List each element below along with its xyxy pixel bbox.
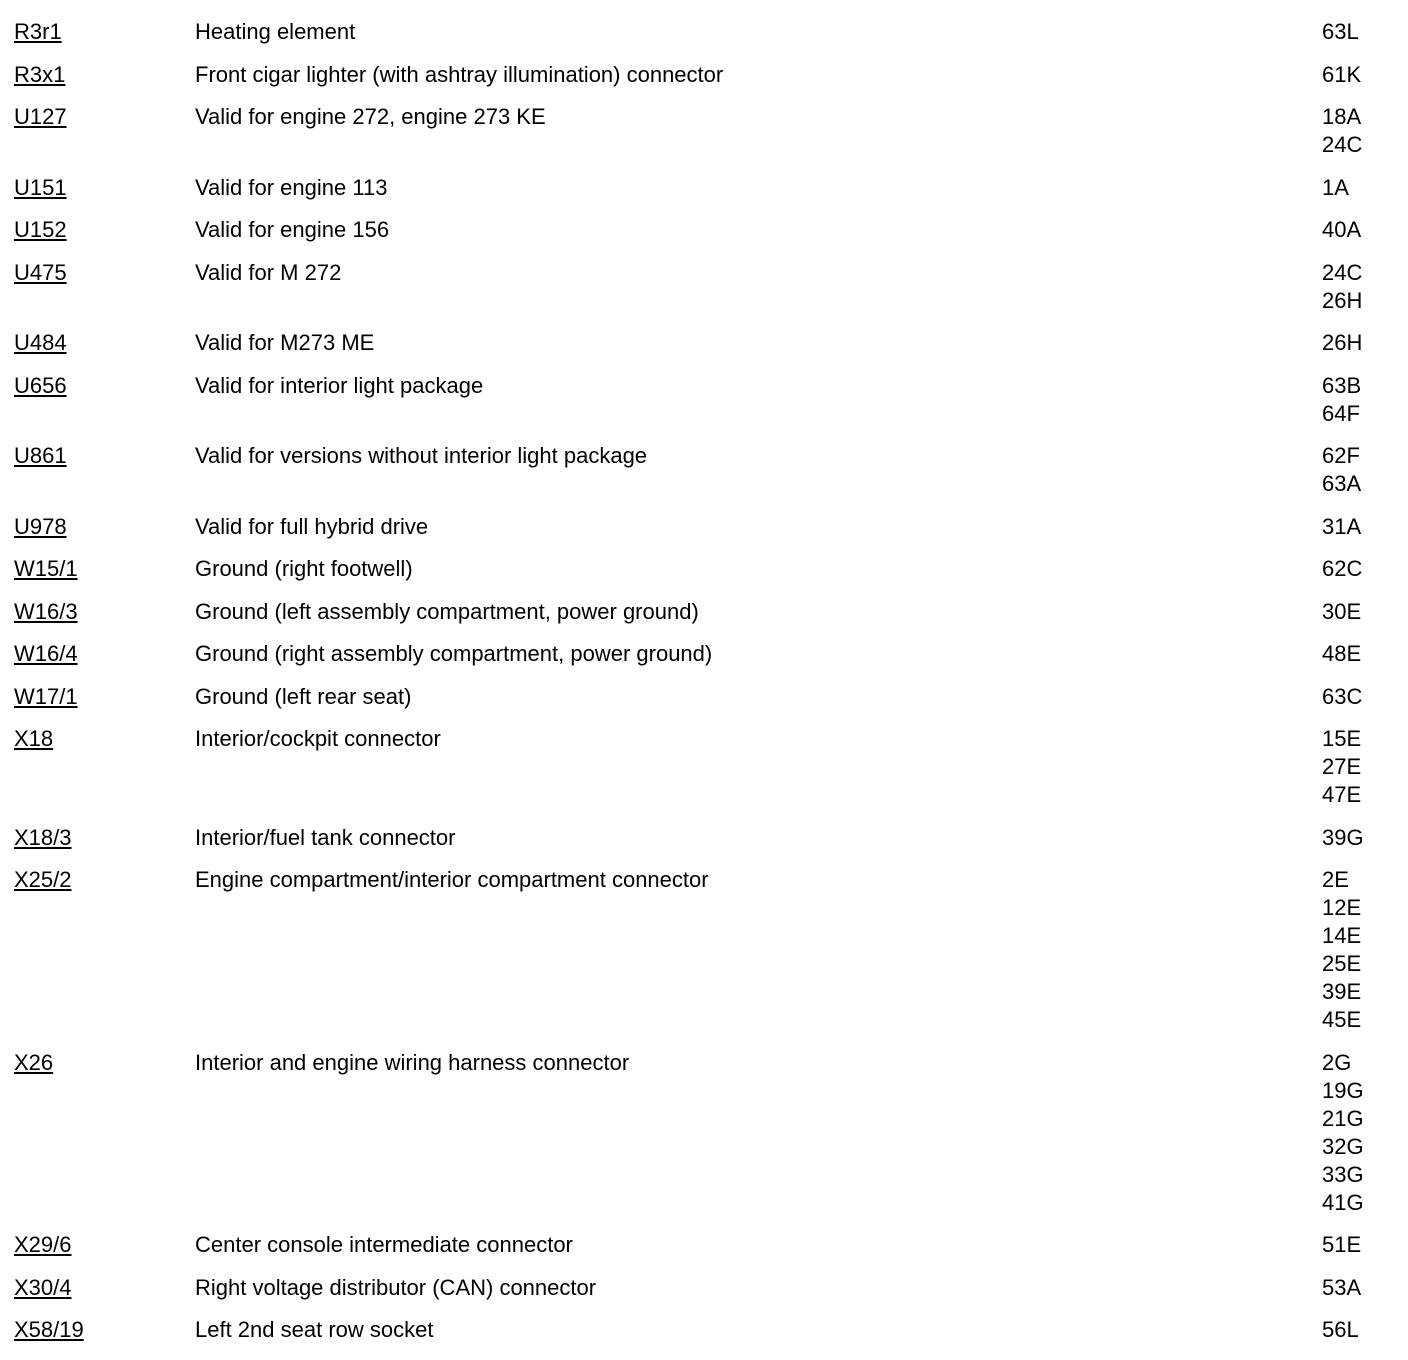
legend-row <box>0 18 1408 46</box>
legend-row <box>0 329 1408 357</box>
grid-reference: 62C <box>1322 556 1363 581</box>
legend-row <box>0 1231 1408 1259</box>
component-code-link[interactable]: R3x1 <box>14 61 66 87</box>
component-code-link[interactable]: U978 <box>14 513 67 539</box>
grid-reference: 25E <box>1322 951 1362 976</box>
component-code-link[interactable]: U475 <box>14 259 67 285</box>
component-code-cell <box>0 1274 195 1302</box>
legend-row <box>0 259 1408 315</box>
grid-reference: 51E <box>1322 1232 1362 1257</box>
component-code-link[interactable]: X18 <box>14 726 54 751</box>
legend-row <box>0 1049 1408 1217</box>
grid-reference: 31A <box>1322 513 1362 539</box>
grid-reference: 64F <box>1322 400 1360 426</box>
component-description: Valid for engine 272, engine 273 KE <box>195 104 546 129</box>
grid-reference-list <box>1322 174 1408 202</box>
grid-reference-list <box>1322 1049 1408 1217</box>
grid-reference: 63C <box>1322 683 1363 709</box>
grid-reference: 62F <box>1322 443 1360 468</box>
component-description: Interior/fuel tank connector <box>195 824 456 850</box>
grid-reference: 15E <box>1322 726 1362 751</box>
component-code-link[interactable]: W16/3 <box>14 598 78 624</box>
grid-reference: 1A <box>1322 174 1349 200</box>
component-code-cell <box>0 640 195 668</box>
component-code-link[interactable]: U151 <box>14 174 67 200</box>
component-code-link[interactable]: W17/1 <box>14 683 78 709</box>
grid-reference: 39E <box>1322 979 1362 1004</box>
grid-reference-list <box>1322 598 1408 626</box>
component-code-link[interactable]: X29/6 <box>14 1232 72 1257</box>
legend-row <box>0 61 1408 89</box>
grid-reference-list <box>1322 683 1408 711</box>
component-code-cell <box>0 216 195 244</box>
component-code-link[interactable]: R3r1 <box>14 19 62 44</box>
grid-reference: 63A <box>1322 471 1362 496</box>
component-code-link[interactable]: W15/1 <box>14 556 78 581</box>
component-code-cell <box>0 555 195 583</box>
legend-row <box>0 1274 1408 1302</box>
component-description: Ground (right assembly compartment, power ground) <box>195 641 713 666</box>
component-description: Engine compartment/interior compartment connector <box>195 867 709 892</box>
grid-reference: 18A <box>1322 104 1362 129</box>
legend-row <box>0 513 1408 541</box>
grid-reference: 53A <box>1322 1274 1362 1300</box>
component-description: Valid for versions without interior light package <box>195 443 648 468</box>
component-code-cell <box>0 683 195 711</box>
grid-reference: 39G <box>1322 824 1364 850</box>
component-description: Center console intermediate connector <box>195 1232 573 1257</box>
component-code-link[interactable]: W16/4 <box>14 641 78 666</box>
legend-row <box>0 555 1408 583</box>
component-code-link[interactable]: X30/4 <box>14 1274 72 1300</box>
grid-reference: 24C <box>1322 132 1363 157</box>
component-code-cell <box>0 1231 195 1259</box>
component-code-cell <box>0 1316 195 1344</box>
component-code-link[interactable]: U484 <box>14 330 67 355</box>
component-code-link[interactable]: X25/2 <box>14 867 72 892</box>
grid-reference: 14E <box>1322 923 1362 948</box>
component-code-link[interactable]: U656 <box>14 372 67 398</box>
grid-reference-list <box>1322 555 1408 583</box>
component-code-cell <box>0 259 195 287</box>
component-code-cell <box>0 442 195 470</box>
legend-row <box>0 216 1408 244</box>
component-description: Valid for engine 156 <box>195 217 390 242</box>
grid-reference: 30E <box>1322 598 1362 624</box>
grid-reference-list <box>1322 866 1408 1034</box>
grid-reference-list <box>1322 103 1408 159</box>
component-description: Interior and engine wiring harness connector <box>195 1049 630 1075</box>
grid-reference: 45E <box>1322 1007 1362 1032</box>
component-code-cell <box>0 103 195 131</box>
component-description: Front cigar lighter (with ashtray illumination) connector <box>195 61 724 87</box>
component-code-cell <box>0 61 195 89</box>
grid-reference-list <box>1322 329 1408 357</box>
component-description: Ground (right footwell) <box>195 556 413 581</box>
legend-row <box>0 1316 1408 1344</box>
component-description: Ground (left assembly compartment, power ground) <box>195 598 699 624</box>
component-code-cell <box>0 598 195 626</box>
grid-reference-list <box>1322 216 1408 244</box>
grid-reference: 48E <box>1322 641 1362 666</box>
component-code-link[interactable]: X26 <box>14 1049 54 1075</box>
grid-reference: 26H <box>1322 330 1363 355</box>
grid-reference-list <box>1322 1231 1408 1259</box>
grid-reference-list <box>1322 725 1408 809</box>
grid-reference: 63B <box>1322 372 1362 398</box>
component-code-cell <box>0 174 195 202</box>
component-code-link[interactable]: U152 <box>14 217 67 242</box>
component-code-cell <box>0 1049 195 1077</box>
grid-reference: 26H <box>1322 287 1363 313</box>
grid-reference-list <box>1322 442 1408 498</box>
grid-reference-list <box>1322 372 1408 428</box>
legend-row <box>0 103 1408 159</box>
component-description: Heating element <box>195 19 356 44</box>
component-code-cell <box>0 824 195 852</box>
grid-reference-list <box>1322 18 1408 46</box>
component-code-cell <box>0 329 195 357</box>
grid-reference-list <box>1322 1316 1408 1344</box>
grid-reference: 21G <box>1322 1105 1364 1131</box>
legend-row <box>0 640 1408 668</box>
component-code-cell <box>0 513 195 541</box>
component-description: Left 2nd seat row socket <box>195 1317 434 1342</box>
grid-reference: 56L <box>1322 1317 1359 1342</box>
grid-reference-list <box>1322 640 1408 668</box>
grid-reference: 2G <box>1322 1049 1352 1075</box>
component-code-link[interactable]: U861 <box>14 443 67 468</box>
grid-reference-list <box>1322 61 1408 89</box>
legend-row <box>0 442 1408 498</box>
legend-row <box>0 866 1408 1034</box>
component-description: Valid for interior light package <box>195 372 484 398</box>
grid-reference: 47E <box>1322 782 1362 807</box>
component-legend-table <box>0 18 1408 1344</box>
legend-row <box>0 725 1408 809</box>
legend-row <box>0 372 1408 428</box>
component-description: Right voltage distributor (CAN) connector <box>195 1274 597 1300</box>
grid-reference-list <box>1322 1274 1408 1302</box>
legend-row <box>0 683 1408 711</box>
component-code-link[interactable]: U127 <box>14 104 67 129</box>
grid-reference: 24C <box>1322 259 1363 285</box>
grid-reference-list <box>1322 259 1408 315</box>
component-code-link[interactable]: X18/3 <box>14 824 72 850</box>
grid-reference: 27E <box>1322 754 1362 779</box>
component-code-cell <box>0 866 195 894</box>
component-description: Ground (left rear seat) <box>195 683 412 709</box>
legend-row <box>0 824 1408 852</box>
grid-reference: 19G <box>1322 1077 1364 1103</box>
component-code-cell <box>0 725 195 753</box>
grid-reference-list <box>1322 513 1408 541</box>
grid-reference-list <box>1322 824 1408 852</box>
component-description: Interior/cockpit connector <box>195 726 441 751</box>
component-description: Valid for M 272 <box>195 259 342 285</box>
legend-row <box>0 174 1408 202</box>
component-description: Valid for engine 113 <box>195 174 388 200</box>
grid-reference: 40A <box>1322 217 1362 242</box>
grid-reference: 12E <box>1322 895 1362 920</box>
component-code-cell <box>0 18 195 46</box>
legend-row <box>0 598 1408 626</box>
grid-reference: 2E <box>1322 867 1349 892</box>
grid-reference: 63L <box>1322 19 1359 44</box>
grid-reference: 32G <box>1322 1133 1364 1159</box>
component-description: Valid for full hybrid drive <box>195 513 429 539</box>
component-description: Valid for M273 ME <box>195 330 375 355</box>
component-code-link[interactable]: X58/19 <box>14 1317 84 1342</box>
grid-reference: 61K <box>1322 61 1362 87</box>
grid-reference: 41G <box>1322 1189 1364 1215</box>
component-code-cell <box>0 372 195 400</box>
grid-reference: 33G <box>1322 1161 1364 1187</box>
